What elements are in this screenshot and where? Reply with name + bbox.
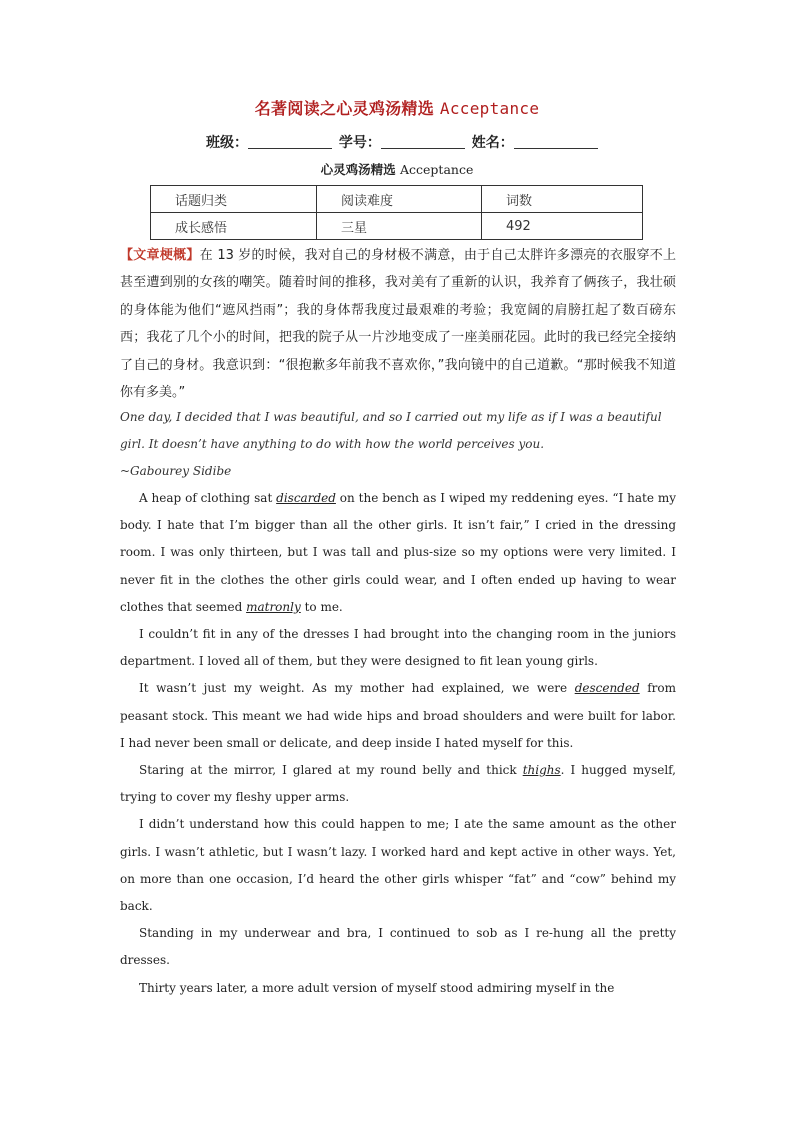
subtitle-english: Acceptance (400, 162, 474, 177)
story-paragraph (120, 757, 676, 811)
page-title (0, 96, 794, 119)
paragraph-text: . I hugged myself, trying to cover my fleshy upper arms. (120, 763, 676, 805)
epigraph-quote (120, 404, 676, 484)
name-label: 姓名： (471, 135, 514, 151)
story-body (120, 485, 676, 1002)
section-subtitle (0, 160, 794, 178)
story-paragraph: I couldn’t fit in any of the dresses I had brought into the changing room in the juniors department. I loved all of them, but they were designed to fit lean young girls. (120, 627, 676, 669)
name-blank[interactable] (514, 134, 598, 149)
table-cell: 话题归类 (151, 186, 317, 213)
story-paragraph (120, 675, 676, 757)
paragraph-text: A heap of clothing sat (139, 491, 277, 505)
vocab-word: thighs (522, 763, 561, 778)
paragraph-text: from peasant stock. This meant we had wide hips and broad shoulders and were built for labor. I had never been small or delicate, and deep inside I hated myself for this. (120, 681, 676, 750)
table-row (151, 213, 643, 240)
table-cell: 词数 (482, 186, 643, 213)
class-blank[interactable] (248, 134, 332, 149)
summary-text: 在 13 岁的时候，我对自己的身材极不满意，由于自己太胖许多漂亮的衣服穿不上甚至遭到别的女孩的嘲笑。随着时间的推移，我对美有了重新的认识，我养育了俩孩子，我壮硕的身体能为他们“遮风挡雨”；我的身体帮我度过最艰难的考验；我宽阔的肩膀扛起了数百磅东西；我花了几个小的时间，把我的院子从一片沙地变成了一座美丽花园。此时的我已经完全接纳了自己的身材。我意识到：“很抱歉多年前我不喜欢你，”我向镜中的自己道歉。“那时候我不知道你有多美。” (120, 248, 676, 401)
story-paragraph: I didn’t understand how this could happen to me; I ate the same amount as the other girls. I wasn’t athletic, but I wasn’t lazy. I worked hard and kept active in other ways. Yet, on more than one occasion, I’d heard the other girls whisper “fat” and “cow” behind my back. (120, 817, 676, 914)
paragraph-text: It wasn’t just my weight. As my mother had explained, we were (139, 681, 575, 696)
title-english: Acceptance (439, 99, 540, 118)
table-cell: 阅读难度 (317, 186, 482, 213)
reading-info-table (150, 185, 643, 240)
summary-tag: 【文章梗概】 (120, 248, 200, 263)
table-cell: 492 (482, 213, 643, 240)
story-paragraph (120, 485, 676, 621)
student-id-blank[interactable] (381, 134, 465, 149)
vocab-word: discarded (276, 491, 336, 505)
article-summary (120, 242, 676, 406)
student-info-line (206, 132, 600, 152)
paragraph-text: on the bench as I wiped my reddening eyes. “I hate my body. I hate that I’m bigger than all the other girls. It isn’t fair,” I cried in the dressing room. I was only thirteen, but I was tall and plus-size so my options were very limited. I never fit in the clothes the other girls could wear, and I often ended up having to wear clothes that seemed (120, 491, 676, 614)
subtitle-chinese: 心灵鸡汤精选 (320, 162, 396, 177)
class-label: 班级： (206, 135, 248, 151)
table-cell: 三星 (317, 213, 482, 240)
vocab-word: descended (574, 681, 640, 696)
student-id-label: 学号： (338, 135, 381, 151)
vocab-word: matronly (246, 599, 301, 614)
story-paragraph: Standing in my underwear and bra, I continued to sob as I re-hung all the pretty dresses. (120, 926, 676, 968)
story-paragraph: Thirty years later, a more adult version of myself stood admiring myself in the (139, 980, 615, 995)
quote-text: One day, I decided that I was beautiful, and so I carried out my life as if I was a beautiful girl. It doesn’t have anything to do with how the world perceives you. (120, 410, 662, 451)
quote-author: ~Gabourey Sidibe (120, 464, 232, 478)
title-chinese: 名著阅读之心灵鸡汤精选 (254, 99, 435, 118)
paragraph-text: to me. (300, 599, 343, 614)
table-row (151, 186, 643, 213)
table-cell: 成长感悟 (151, 213, 317, 240)
paragraph-text: Staring at the mirror, I glared at my round belly and thick (139, 763, 523, 778)
